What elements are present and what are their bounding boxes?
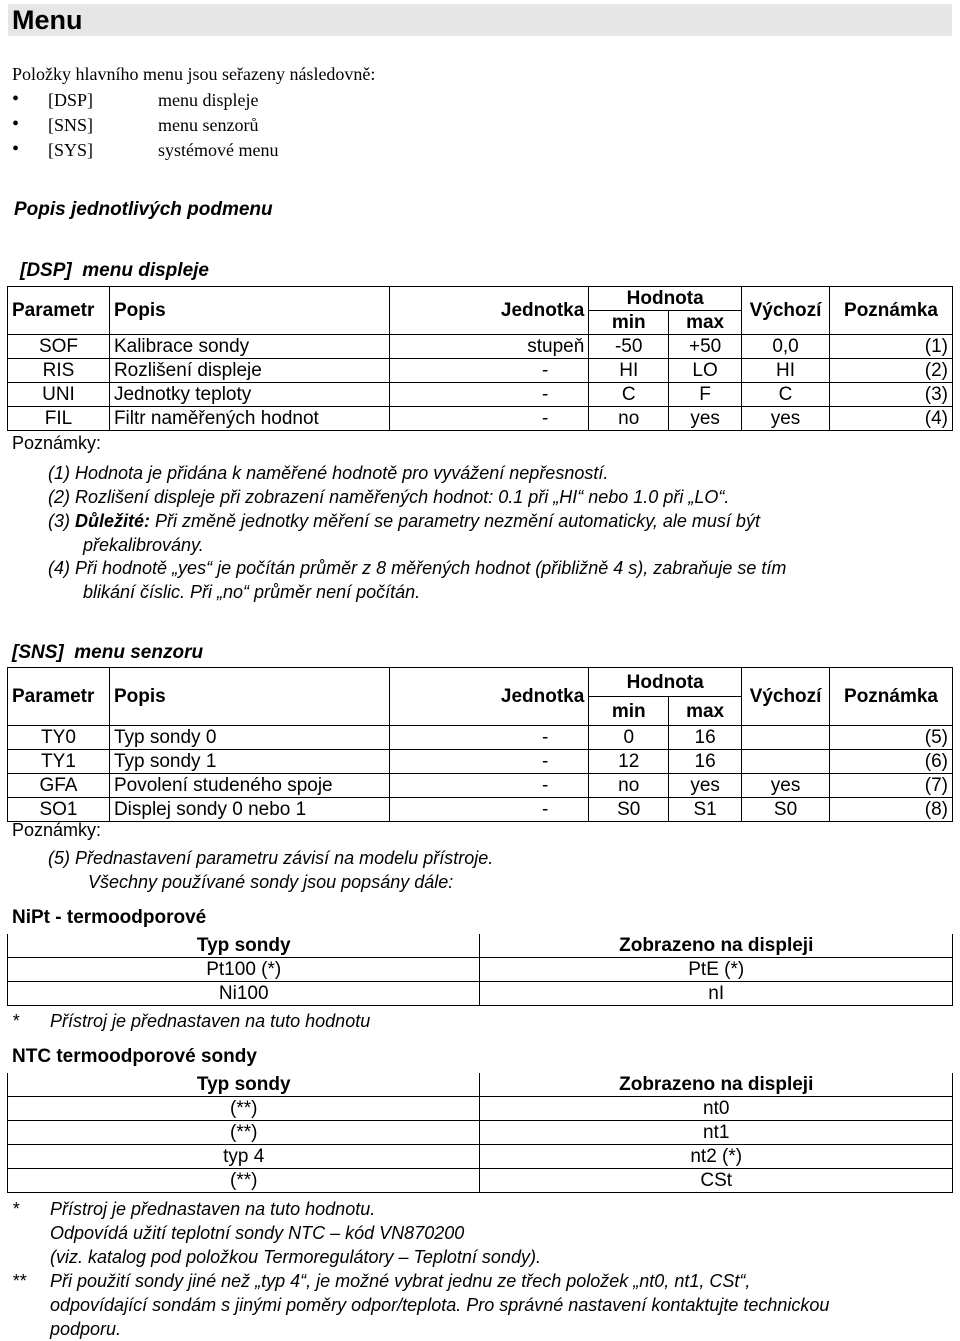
cell-typ: typ 4 [8, 1145, 480, 1169]
cell-max: LO [669, 359, 742, 383]
col-header-vychozi: Výchozí [742, 668, 830, 726]
col-header-poznamka: Poznámka [830, 668, 953, 726]
cell-vychozi: yes [742, 407, 830, 431]
cell-pozn: (7) [830, 774, 953, 798]
cell-vychozi: HI [742, 359, 830, 383]
bullet-icon: • [12, 138, 20, 160]
menu-code: [DSP] [48, 90, 94, 110]
col-header-max: max [669, 697, 742, 726]
ntc-footnote-1-line3: (viz. katalog pod položkou Termoregulátory – Teplotní sondy). [50, 1247, 541, 1267]
cell-min: C [589, 383, 669, 407]
cell-popis: Povolení studeného spoje [109, 774, 389, 798]
col-header-popis: Popis [109, 287, 389, 335]
table-row [8, 1169, 953, 1193]
ntc-footnote-2-mark: ** [12, 1271, 27, 1291]
cell-max: yes [669, 407, 742, 431]
cell-typ: Pt100 (*) [8, 958, 480, 982]
cell-vychozi: 0,0 [742, 335, 830, 359]
table-row [8, 798, 953, 822]
cell-min: S0 [589, 798, 669, 822]
cell-vychozi [742, 750, 830, 774]
cell-min: no [589, 774, 669, 798]
sns-note-5-cont: Všechny používané sondy jsou popsány dále: [88, 872, 454, 892]
col-header-hodnota: Hodnota [589, 668, 742, 697]
cell-param: TY1 [8, 750, 110, 774]
cell-vychozi: C [742, 383, 830, 407]
cell-min: 0 [589, 726, 669, 750]
bullet-icon: • [12, 113, 20, 135]
menu-code: [SYS] [48, 140, 94, 160]
cell-pozn: (6) [830, 750, 953, 774]
col-header-popis: Popis [109, 668, 389, 726]
ntc-footnote-2-line2: odpovídající sondám s jinými poměry odpor/teplota. Pro správné nastavení kontaktujte technickou [50, 1295, 830, 1315]
table-row [8, 1121, 953, 1145]
cell-min: no [589, 407, 669, 431]
cell-param: TY0 [8, 726, 110, 750]
table-row [8, 383, 953, 407]
ntc-footnote-1-line1: Přístroj je přednastaven na tuto hodnotu. [50, 1199, 376, 1219]
cell-jednotka: stupeň [389, 335, 589, 359]
table-row [8, 1097, 953, 1121]
dsp-note-3-cont: překalibrovány. [83, 535, 204, 555]
page-title: Menu [12, 5, 83, 35]
table-row [8, 407, 953, 431]
dsp-table [7, 286, 953, 431]
cell-vychozi: yes [742, 774, 830, 798]
col-header-hodnota: Hodnota [589, 287, 742, 311]
note-text: Při změně jednotky měření se parametry nezmění automaticky, ale musí být [150, 511, 760, 531]
table-row [8, 726, 953, 750]
col-header-zobrazeno: Zobrazeno na displeji [480, 1073, 953, 1097]
cell-pozn: (3) [830, 383, 953, 407]
sns-table [7, 667, 953, 822]
col-header-parametr: Parametr [8, 287, 110, 335]
cell-pozn: (2) [830, 359, 953, 383]
cell-popis: Displej sondy 0 nebo 1 [109, 798, 389, 822]
cell-max: yes [669, 774, 742, 798]
cell-min: HI [589, 359, 669, 383]
cell-typ: (**) [8, 1097, 480, 1121]
cell-zobr: nt2 (*) [480, 1145, 953, 1169]
col-header-poznamka: Poznámka [830, 287, 953, 335]
nipt-table [7, 934, 953, 1006]
cell-zobr: nt1 [480, 1121, 953, 1145]
cell-pozn: (5) [830, 726, 953, 750]
cell-vychozi: S0 [742, 798, 830, 822]
ntc-footnote-2-line1: Při použití sondy jiné než „typ 4“, je možné vybrat jednu ze třech položek „nt0, nt1, CSt“, [50, 1271, 751, 1291]
menu-desc: menu senzorů [158, 115, 259, 135]
title-bar [8, 4, 952, 36]
cell-jednotka: - [389, 407, 589, 431]
ntc-footnote-2-line3: podporu. [50, 1319, 122, 1339]
cell-jednotka: - [389, 798, 589, 822]
cell-param: FIL [8, 407, 110, 431]
cell-jednotka: - [389, 359, 589, 383]
cell-max: 16 [669, 726, 742, 750]
cell-max: F [669, 383, 742, 407]
nipt-footnote: Přístroj je přednastaven na tuto hodnotu [50, 1011, 371, 1031]
cell-jednotka: - [389, 774, 589, 798]
cell-param: SOF [8, 335, 110, 359]
ntc-heading: NTC termoodporové sondy [12, 1046, 257, 1067]
table-row [8, 958, 953, 982]
cell-zobr: PtE (*) [480, 958, 953, 982]
cell-popis: Typ sondy 1 [109, 750, 389, 774]
cell-typ: (**) [8, 1121, 480, 1145]
cell-popis: Rozlišení displeje [109, 359, 389, 383]
menu-desc: systémové menu [158, 140, 279, 160]
menu-code: [SNS] [48, 115, 94, 135]
dsp-note-1: (1) Hodnota je přidána k naměřené hodnotě pro vyvážení nepřesností. [48, 463, 609, 483]
col-header-jednotka: Jednotka [389, 668, 589, 726]
cell-max: S1 [669, 798, 742, 822]
col-header-typ-sondy: Typ sondy [8, 934, 480, 958]
col-header-parametr: Parametr [8, 668, 110, 726]
cell-popis: Jednotky teploty [109, 383, 389, 407]
col-header-max: max [669, 311, 742, 335]
cell-max: 16 [669, 750, 742, 774]
cell-popis: Filtr naměřených hodnot [109, 407, 389, 431]
cell-zobr: nt0 [480, 1097, 953, 1121]
col-header-vychozi: Výchozí [742, 287, 830, 335]
cell-max: +50 [669, 335, 742, 359]
col-header-typ-sondy: Typ sondy [8, 1073, 480, 1097]
cell-popis: Typ sondy 0 [109, 726, 389, 750]
table-row [8, 982, 953, 1006]
cell-pozn: (4) [830, 407, 953, 431]
cell-zobr: CSt [480, 1169, 953, 1193]
cell-zobr: nI [480, 982, 953, 1006]
note-important-label: Důležité: [75, 511, 151, 531]
dsp-heading: [DSP] menu displeje [20, 260, 209, 281]
cell-param: SO1 [8, 798, 110, 822]
nipt-heading: NiPt - termoodporové [12, 907, 207, 928]
cell-popis: Kalibrace sondy [109, 335, 389, 359]
dsp-note-4: (4) Při hodnotě „yes“ je počítán průměr z 8 měřených hodnot (přibližně 4 s), zabraňuje se tím [48, 558, 787, 578]
table-row [8, 774, 953, 798]
ntc-footnote-1-line2: Odpovídá užití teplotní sondy NTC – kód VN870200 [50, 1223, 465, 1243]
table-row [8, 1145, 953, 1169]
cell-jednotka: - [389, 383, 589, 407]
col-header-jednotka: Jednotka [389, 287, 589, 335]
bullet-icon: • [12, 88, 20, 110]
ntc-table [7, 1073, 953, 1193]
cell-pozn: (8) [830, 798, 953, 822]
cell-jednotka: - [389, 750, 589, 774]
dsp-notes-label: Poznámky: [12, 433, 102, 453]
intro-text: Položky hlavního menu jsou seřazeny následovně: [12, 64, 376, 84]
cell-typ: (**) [8, 1169, 480, 1193]
dsp-note-2: (2) Rozlišení displeje při zobrazení naměřených hodnot: 0.1 při „HI“ nebo 1.0 při „LO“. [48, 487, 730, 507]
col-header-zobrazeno: Zobrazeno na displeji [480, 934, 953, 958]
menu-desc: menu displeje [158, 90, 259, 110]
cell-pozn: (1) [830, 335, 953, 359]
table-row [8, 359, 953, 383]
sns-heading: [SNS] menu senzoru [12, 642, 204, 663]
col-header-min: min [589, 697, 669, 726]
submenu-heading: Popis jednotlivých podmenu [14, 199, 273, 220]
cell-param: UNI [8, 383, 110, 407]
dsp-note-4-cont: blikání číslic. Při „no“ průměr není počítán. [83, 582, 421, 602]
note-number: (3) [48, 511, 70, 531]
cell-min: -50 [589, 335, 669, 359]
col-header-min: min [589, 311, 669, 335]
cell-typ: Ni100 [8, 982, 480, 1006]
nipt-footnote-mark: * [12, 1011, 20, 1031]
table-row [8, 335, 953, 359]
cell-param: RIS [8, 359, 110, 383]
sns-notes-label: Poznámky: [12, 820, 102, 840]
cell-param: GFA [8, 774, 110, 798]
cell-vychozi [742, 726, 830, 750]
cell-min: 12 [589, 750, 669, 774]
dsp-note-3 [48, 511, 760, 532]
ntc-footnote-1-mark: * [12, 1199, 20, 1219]
table-row [8, 750, 953, 774]
sns-note-5: (5) Přednastavení parametru závisí na modelu přístroje. [48, 848, 494, 868]
cell-jednotka: - [389, 726, 589, 750]
